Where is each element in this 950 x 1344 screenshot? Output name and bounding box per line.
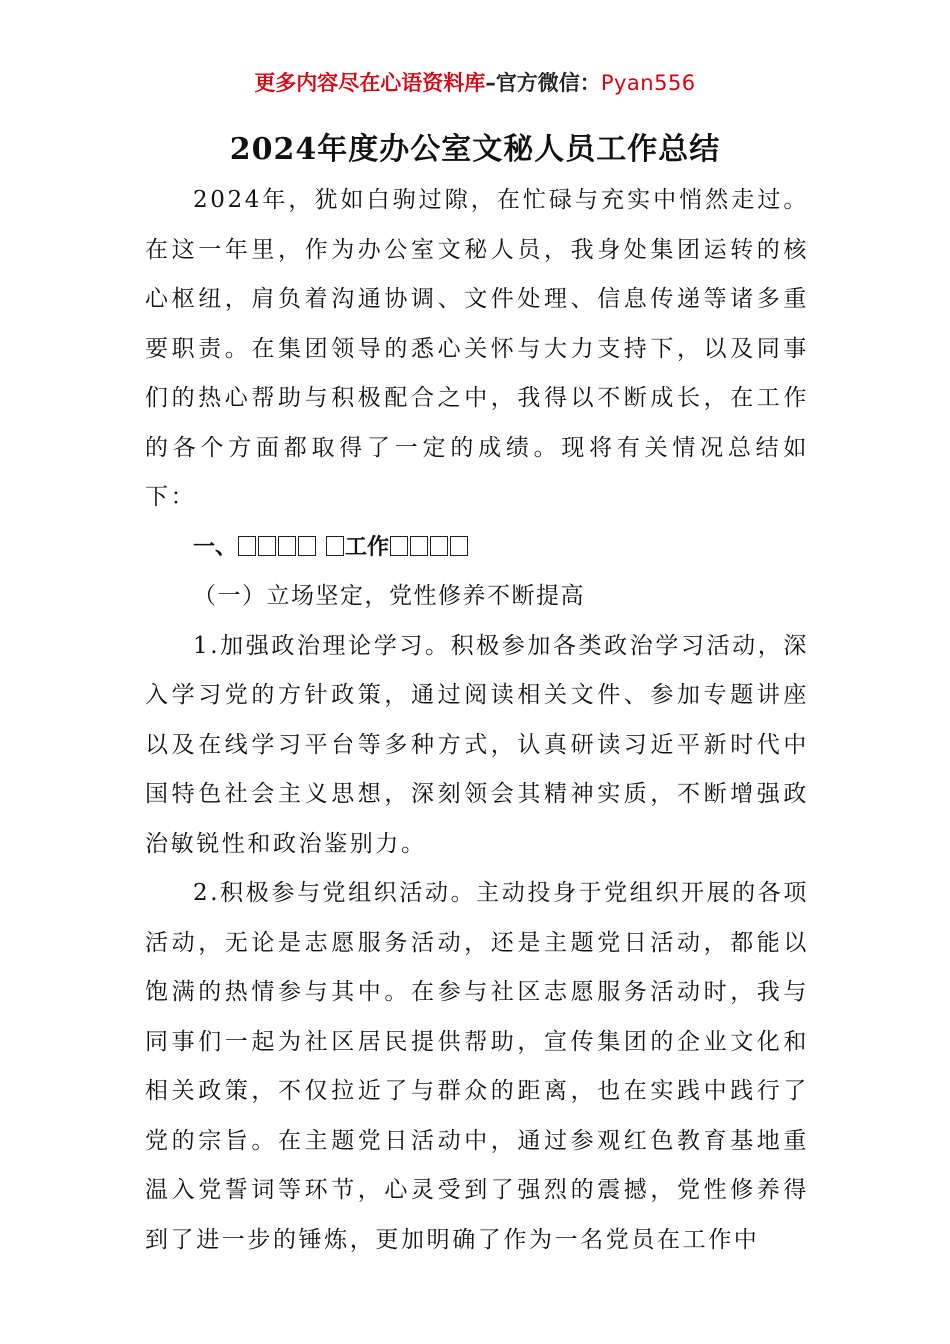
section-heading [145,523,809,573]
banner-wechat-label: –官方微信： [485,71,601,95]
banner-source: 更多内容尽在心语资料库 [254,71,486,95]
missing-glyph-box [258,536,276,556]
missing-glyph-box [410,536,428,556]
intro-paragraph: 2024年，犹如白驹过隙，在忙碌与充实中悄然走过。在这一年里，作为办公室文秘人员，我身处集团运转的核心枢纽，肩负着沟通协调、文件处理、信息传递等诸多重要职责。在集团领导的悉心关怀与大力支持下，以及同事们的热心帮助与积极配合之中，我得以不断成长，在工作的各个方面都取得了一定的成绩。现将有关情况总结如下： [145,187,809,510]
missing-glyph-box [298,536,316,556]
section-number: 一、 [193,534,238,560]
banner-wechat-id: Pyan556 [600,71,696,95]
item-paragraph-2: 2.积极参与党组织活动。主动投身于党组织开展的各项活动，无论是志愿服务活动，还是主题党日活动，都能以饱满的热情参与其中。在参与社区志愿服务活动时，我与同事们一起为社区居民提供帮助，宣传集团的企业文化和相关政策，不仅拉近了与群众的距离，也在实践中践行了党的宗旨。在主题党日活动中，通过参观红色教育基地重温入党誓词等环节，心灵受到了强烈的震撼，党性修养得到了进一步的锤炼，更加明确了作为一名党员在工作中 [145,880,809,1253]
missing-glyph-box [390,536,408,556]
subsection-heading: （一）立场坚定，党性修养不断提高 [193,583,585,609]
missing-glyph-box [238,536,256,556]
item-paragraph-1: 1.加强政治理论学习。积极参加各类政治学习活动，深入学习党的方针政策，通过阅读相关文件、参加专题讲座以及在线学习平台等多种方式，认真研读习近平新时代中国特色社会主义思想，深刻领会其精神实质，不断增强政治敏锐性和政治鉴别力。 [145,632,809,857]
document-body [145,176,809,1265]
missing-glyph-box [326,536,344,556]
section-heading-word: 工作 [345,534,390,560]
missing-glyph-box [278,536,296,556]
promo-banner [0,68,950,98]
document-title: 2024年度办公室文秘人员工作总结 [229,132,721,167]
missing-glyph-box [450,536,468,556]
missing-glyph-box [430,536,448,556]
